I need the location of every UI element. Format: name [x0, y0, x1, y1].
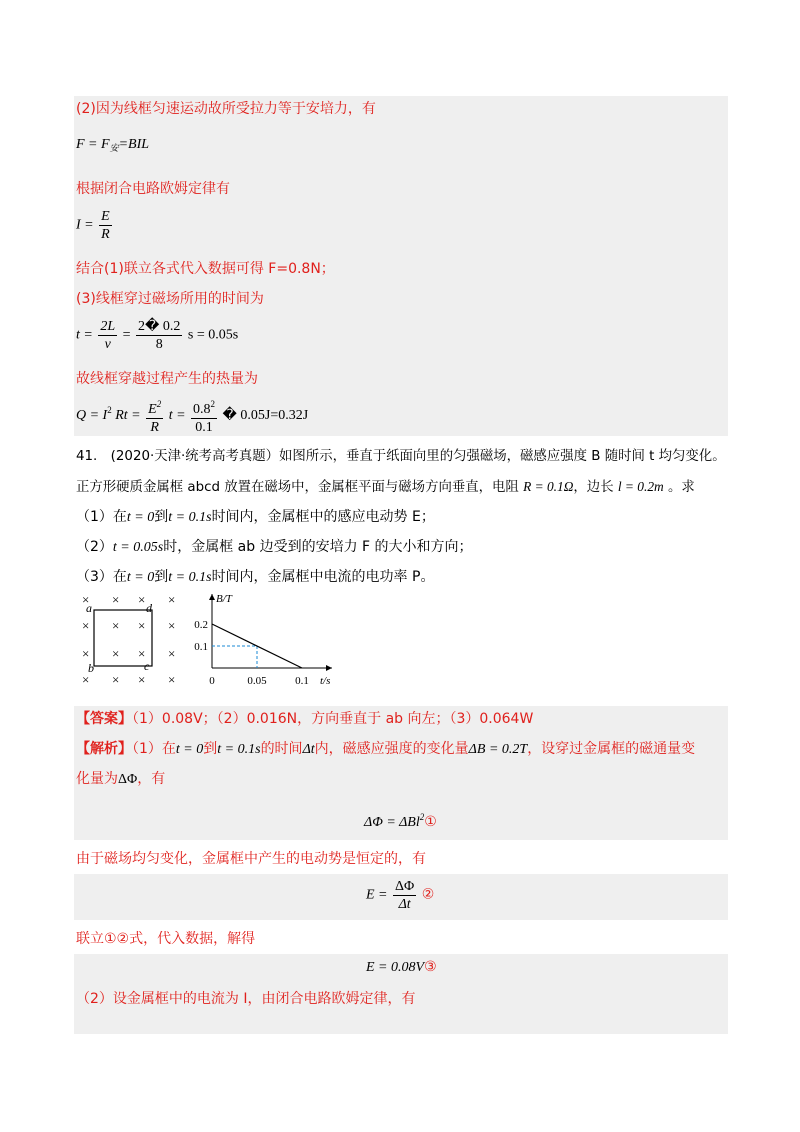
field-cross: ×: [82, 592, 90, 607]
field-cross: ×: [138, 646, 146, 661]
field-cross: ×: [138, 672, 146, 687]
analysis-text4: （2）设金属框中的电流为 I，由闭合电路欧姆定律，有: [76, 991, 416, 1007]
field-cross: ×: [168, 592, 176, 607]
field-cross: ×: [112, 672, 120, 687]
field-cross: ×: [138, 592, 146, 607]
equation-3: E = 0.08V③: [366, 959, 437, 975]
field-cross: ×: [112, 592, 120, 607]
field-cross: ×: [82, 672, 90, 687]
answer-text: （1）0.08V；（2）0.016N，方向垂直于 ab 向左；（3）0.064W: [132, 711, 534, 727]
equation-2: E = $\frac{\Delta\Phi}{\Delta t}$ ②: [366, 879, 435, 912]
analysis-text2: 由于磁场均匀变化，金属框中产生的电动势是恒定的，有: [76, 851, 426, 867]
analysis-text3: 联立①②式，代入数据，解得: [76, 931, 256, 947]
corner-c: c: [144, 659, 150, 673]
y-tick-label: 0.1: [194, 641, 208, 653]
field-cross: ×: [168, 618, 176, 633]
y-axis-label: B/T: [216, 593, 232, 605]
field-cross: ×: [82, 646, 90, 661]
y-axis-arrow: [209, 594, 215, 600]
equation-t: t = $\frac{2L}{v}$ = $\frac{2� 0.2}{8}$ s = 0.05s: [76, 319, 239, 352]
field-cross: ×: [112, 618, 120, 633]
field-cross: ×: [112, 646, 120, 661]
corner-a: a: [86, 601, 92, 615]
magnetic-field-figure: [72, 590, 182, 690]
field-cross: ×: [168, 672, 176, 687]
q41-item3: （3）在t = 0到t = 0.1s时间内，金属框中电流的电功率 P。: [76, 569, 435, 585]
equation-1: ΔΦ = ΔBl$^2$①: [364, 812, 437, 830]
equation-F: $F = F_安=BIL$: [76, 137, 150, 153]
analysis-label: 【解析】: [76, 741, 132, 757]
field-cross: ×: [168, 646, 176, 661]
field-cross: ×: [82, 618, 90, 633]
x-tick-label: 0: [209, 675, 215, 687]
part2-heading: (2)因为线框匀速运动故所受拉力等于安培力，有: [76, 101, 376, 117]
part3-heading: (3)线框穿过磁场所用的时间为: [76, 291, 264, 307]
combine-text: 结合(1)联立各式代入数据可得 F=0.8N；: [76, 261, 335, 277]
b-t-chart: [184, 588, 334, 688]
q41-line2: 正方形硬质金属框 abcd 放置在磁场中，金属框平面与磁场方向垂直，电阻 R = 0.1Ω，边长 l = 0.2m 。求: [76, 479, 695, 495]
x-tick-label: 0.05: [247, 675, 267, 687]
x-axis-label: t/s: [320, 675, 331, 687]
x-tick-label: 0.1: [295, 675, 309, 687]
equation-Q: $Q = I^2$ Rt = $\frac{E^2}{R}$ t = $\frac{0.8^2}{0.1}$ � 0.05J=0.32J: [76, 396, 308, 436]
ohm-heading: 根据闭合电路欧姆定律有: [76, 181, 230, 197]
analysis-line2: 化量为ΔΦ，有: [76, 771, 166, 787]
field-cross: ×: [138, 618, 146, 633]
answer-line: [76, 710, 533, 728]
q41-line1: 41. (2020·天津·统考高考真题）如图所示，垂直于纸面向里的匀强磁场，磁感应强度 B 随时间 t 均匀变化。: [76, 449, 726, 464]
x-axis-arrow: [326, 665, 332, 671]
heat-heading: 故线框穿越过程产生的热量为: [76, 371, 258, 387]
equation-I: I = $\frac{E}{R}$: [76, 209, 110, 242]
q41-item1: （1）在t = 0到t = 0.1s时间内，金属框中的感应电动势 E；: [76, 509, 435, 525]
analysis-line1: 【解析】（1）在t = 0到t = 0.1s的时间Δt内，磁感应强度的变化量ΔB = 0.2T，设穿过金属框的磁通量变: [76, 741, 696, 757]
q41-item2: （2）t = 0.05s时，金属框 ab 边受到的安培力 F 的大小和方向；: [76, 539, 473, 555]
corner-b: b: [88, 661, 94, 675]
answer-label: 【答案】: [76, 711, 132, 727]
y-tick-label: 0.2: [194, 619, 208, 631]
corner-d: d: [146, 601, 152, 615]
